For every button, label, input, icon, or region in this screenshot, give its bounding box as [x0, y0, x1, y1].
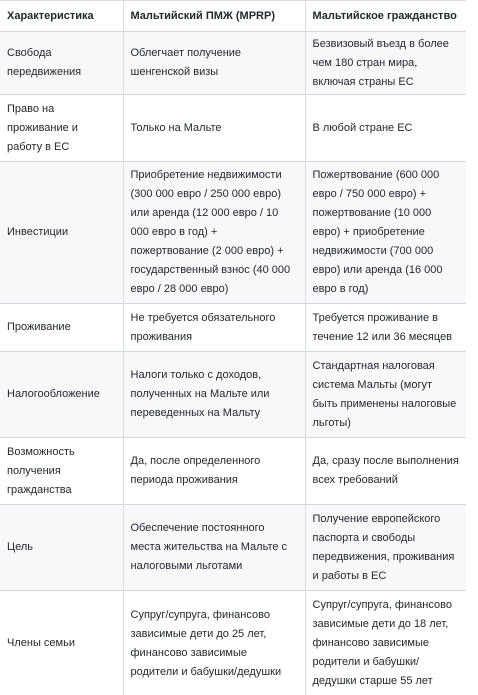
citizenship-cell-text: Требуется проживание в течение 12 или 36 месяцев — [312, 311, 453, 343]
row-label-text: Право на проживание и работу в ЕС — [7, 102, 78, 153]
table-row — [0, 304, 466, 352]
row-label-text: Члены семьи — [7, 637, 75, 650]
table-row — [0, 162, 466, 304]
citizenship-cell-text: Стандартная налоговая система Мальты (могут быть применены налоговые льготы) — [312, 359, 457, 429]
citizenship-cell-text: Пожертвование (600 000 евро / 750 000 евро) + пожертвование (10 000 евро) + приобретение недвижимости (700 000 евро) или аренда (16 000 евро в год) — [312, 169, 443, 295]
mprp-cell-text: Обеспечение постоянного места жительства на Мальте с налоговыми льготами — [130, 522, 288, 572]
row-label — [0, 438, 123, 505]
citizenship-cell-text: Супруг/супруга, финансово зависимые дети до 18 лет, финансово зависимые родители и бабушки/ дедушки старше 55 лет — [312, 599, 452, 688]
row-label — [0, 32, 123, 95]
row-label — [0, 505, 123, 591]
mprp-cell — [123, 162, 305, 304]
citizenship-cell-text: Получение европейского паспорта и свободы передвижения, проживания и работы в ЕС — [312, 512, 455, 582]
citizenship-cell — [305, 162, 466, 304]
mprp-cell-text: Налоги только с доходов, полученных на Мальте или переведенных на Мальту — [130, 369, 270, 419]
mprp-cell — [123, 352, 305, 438]
mprp-cell-text: Приобретение недвижимости (300 000 евро / 250 000 евро) или аренда (12 000 евро / 10 000 евро в год) + пожертвование (2 000 евро) + государственный взнос (40 000 евро / 28 000 евро) — [130, 169, 291, 295]
citizenship-cell — [305, 304, 466, 352]
row-label-text: Налогообложение — [7, 388, 100, 400]
row-label — [0, 591, 123, 695]
citizenship-cell-text: Да, сразу после выполнения всех требований — [312, 455, 459, 486]
table-row — [0, 591, 466, 695]
mprp-cell-text: Не требуется обязательного проживания — [130, 311, 276, 343]
table-row — [0, 352, 466, 438]
mprp-cell — [123, 304, 305, 352]
mprp-cell — [123, 591, 305, 695]
citizenship-cell — [305, 95, 466, 162]
citizenship-cell — [305, 438, 466, 505]
citizenship-cell — [305, 591, 466, 695]
table-header — [0, 1, 466, 32]
mprp-cell — [123, 438, 305, 505]
table-body — [0, 32, 466, 695]
row-label-text: Цель — [7, 541, 34, 553]
row-label-text: Инвестиции — [7, 226, 69, 238]
row-label — [0, 95, 123, 162]
row-label-text: Проживание — [7, 321, 71, 333]
row-label-text: Возможность получения гражданства — [7, 445, 75, 496]
citizenship-cell-text: В любой стране ЕС — [312, 121, 413, 134]
table-row — [0, 438, 466, 505]
mprp-cell-text: Облегчает получение шенгенской визы — [130, 47, 242, 78]
row-label — [0, 304, 123, 352]
header-characteristic: Характеристика — [0, 1, 123, 32]
header-mprp: Мальтийский ПМЖ (MPRP) — [123, 1, 305, 32]
mprp-cell — [123, 505, 305, 591]
mprp-cell-text: Только на Мальте — [130, 121, 222, 134]
mprp-cell — [123, 95, 305, 162]
header-row — [0, 1, 466, 32]
citizenship-cell — [305, 32, 466, 95]
row-label — [0, 352, 123, 438]
citizenship-cell — [305, 505, 466, 591]
row-label — [0, 162, 123, 304]
row-label-text: Свобода передвижения — [7, 47, 82, 78]
mprp-cell-text: Супруг/супруга, финансово зависимые дети до 25 лет, финансово зависимые родители и бабушки/дедушки — [130, 608, 282, 678]
citizenship-cell-text: Безвизовый въезд в более чем 180 стран мира, включая страны ЕС — [312, 37, 449, 88]
header-citizenship: Мальтийское гражданство — [305, 1, 466, 32]
citizenship-cell — [305, 352, 466, 438]
table-row — [0, 505, 466, 591]
table-row — [0, 95, 466, 162]
mprp-cell-text: Да, после определенного периода проживания — [130, 455, 261, 486]
table-row — [0, 32, 466, 95]
mprp-cell — [123, 32, 305, 95]
